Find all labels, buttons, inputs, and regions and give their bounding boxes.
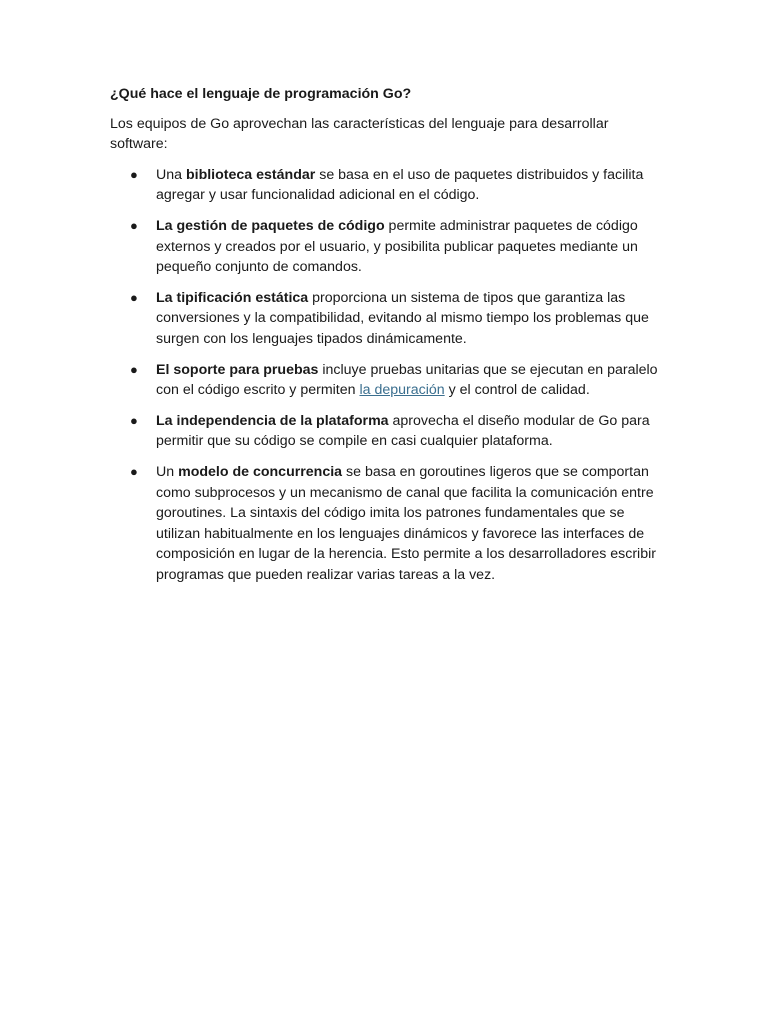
list-item-static-typing (110, 288, 662, 350)
document-heading: ¿Qué hace el lenguaje de programación Go? (110, 86, 412, 102)
bullet-icon: ● (130, 289, 138, 305)
item-text: proporciona un sistema de tipos que garantiza las conversiones y la compatibilidad, evitando al mismo tiempo los problemas que surgen con los lenguajes tipados dinámicamente. (156, 289, 649, 347)
item-term: biblioteca estándar (185, 166, 316, 183)
document-page (110, 84, 662, 595)
item-prefix: Un (156, 463, 179, 480)
item-prefix: Una (156, 166, 186, 183)
bullet-icon: ● (130, 463, 138, 479)
intro-paragraph: Los equipos de Go aprovechan las características del lenguaje para desarrollar software: (110, 115, 609, 153)
bullet-icon: ● (130, 361, 138, 377)
list-item-package-management (110, 216, 662, 278)
item-text: se basa en el uso de paquetes distribuidos y facilita agregar y usar funcionalidad adicional en el código. (156, 166, 644, 204)
item-term: modelo de concurrencia (178, 463, 343, 480)
feature-list (110, 165, 662, 586)
item-text: se basa en goroutines ligeros que se comportan como subprocesos y un mecanismo de canal que facilita la comunicación entre goroutines. La sintaxis del código imita los patrones fundamentales que se utilizan habitualmente en los lenguajes dinámicos y favorece las interfaces de composición en lugar de la herencia. Esto permite a los desarrolladores escribir programas que pueden realizar varias tareas a la vez. (156, 463, 656, 583)
item-text: permite administrar paquetes de código externos y creados por el usuario, y posibilita publicar paquetes mediante un pequeño conjunto de comandos. (156, 217, 638, 276)
item-term: La tipificación estática (156, 289, 309, 306)
item-text: incluye pruebas unitarias que se ejecutan en paralelo con el código escrito y permiten (156, 361, 658, 399)
debugging-link[interactable]: la depuración (359, 382, 445, 399)
list-item-concurrency-model (110, 462, 662, 586)
bullet-icon: ● (130, 217, 138, 233)
item-term: La gestión de paquetes de código (156, 217, 385, 234)
list-item-standard-library (110, 165, 662, 206)
bullet-icon: ● (130, 166, 138, 182)
item-text-after-link: y el control de calidad. (444, 382, 590, 399)
list-item-platform-independence (110, 411, 662, 452)
item-term: El soporte para pruebas (156, 361, 319, 378)
list-item-testing-support (110, 360, 662, 401)
item-term: La independencia de la plataforma (156, 412, 389, 429)
bullet-icon: ● (130, 412, 138, 428)
item-text: aprovecha el diseño modular de Go para permitir que su código se compile en casi cualquier plataforma. (156, 412, 650, 450)
